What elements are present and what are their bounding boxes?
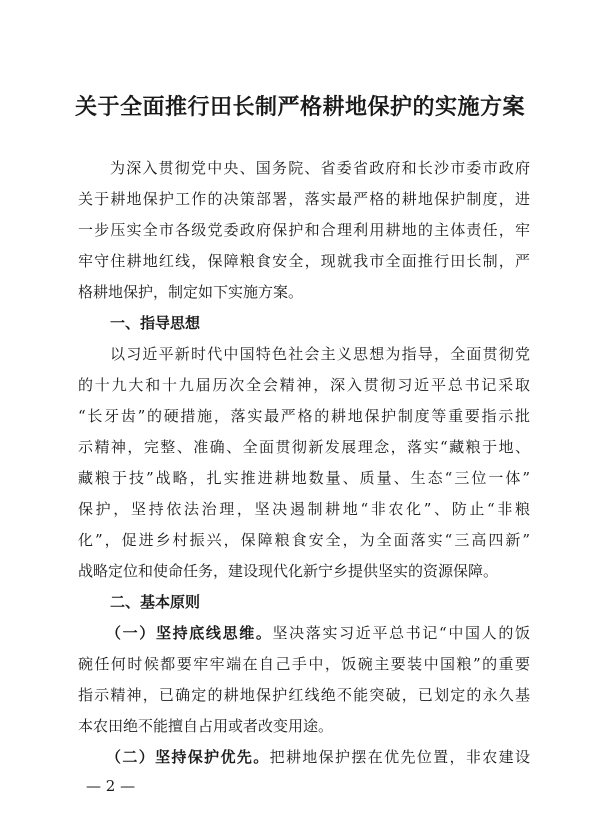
section-heading-guiding-ideology: 一、指导思想 [110, 314, 201, 332]
section-heading-basic-principles: 二、基本原则 [110, 593, 201, 611]
principle1-line-2: 碗任何时候都要牢牢端在自己手中，饭碗主要装中国粮”的重要 [78, 655, 530, 673]
section1-line-7: 化”，促进乡村振兴，保障粮食安全，为全面落实“三高四新” [78, 531, 530, 549]
section1-line-2: 的十九大和十九届历次全会精神，深入贯彻习近平总书记采取 [78, 376, 530, 394]
principle1-line-4: 本农田绝不能擅自占用或者改变用途。 [78, 717, 334, 735]
section1-line-6: 保护，坚持依法治理，坚决遏制耕地“非农化”、防止“非粮 [78, 500, 530, 518]
section1-line-4: 示精神，完整、准确、全面贯彻新发展理念，落实“藏粮于地、 [78, 438, 530, 456]
section1-line-3: “长牙齿”的硬措施，落实最严格的耕地保护制度等重要指示批 [78, 407, 530, 425]
principle1-line-3: 指示精神，已确定的耕地保护红线绝不能突破，已划定的永久基 [78, 686, 530, 704]
section1-line-1: 以习近平新时代中国特色社会主义思想为指导，全面贯彻党 [110, 345, 530, 363]
principle2-line-1 [106, 747, 530, 767]
section1-line-8: 战略定位和使命任务，建设现代化新宁乡提供坚实的资源保障。 [78, 562, 499, 580]
intro-line-1: 为深入贯彻党中央、国务院、省委省政府和长沙市委市政府 [110, 159, 530, 177]
principle1-line-1-text: 坚决落实习近平总书记“中国人的饭 [272, 624, 530, 642]
principle2-label: （二）坚持保护优先。 [106, 748, 270, 766]
principle2-line-1-text: 把耕地保护摆在优先位置，非农建设 [269, 748, 530, 766]
principle1-label: （一）坚持底线思维。 [106, 624, 273, 642]
intro-line-4: 牢守住耕地红线，保障粮食安全，现就我市全面推行田长制，严 [78, 252, 530, 270]
page-number: — 2 — [86, 777, 136, 795]
document-title: 关于全面推行田长制严格耕地保护的实施方案 [74, 94, 525, 120]
intro-line-3: 一步压实全市各级党委政府保护和合理利用耕地的主体责任，牢 [78, 221, 530, 239]
intro-line-2: 关于耕地保护工作的决策部署，落实最严格的耕地保护制度，进 [78, 190, 530, 208]
intro-line-5: 格耕地保护，制定如下实施方案。 [78, 283, 304, 301]
principle1-line-1 [106, 623, 530, 643]
section1-line-5: 藏粮于技”战略，扎实推进耕地数量、质量、生态“三位一体” [78, 469, 530, 487]
